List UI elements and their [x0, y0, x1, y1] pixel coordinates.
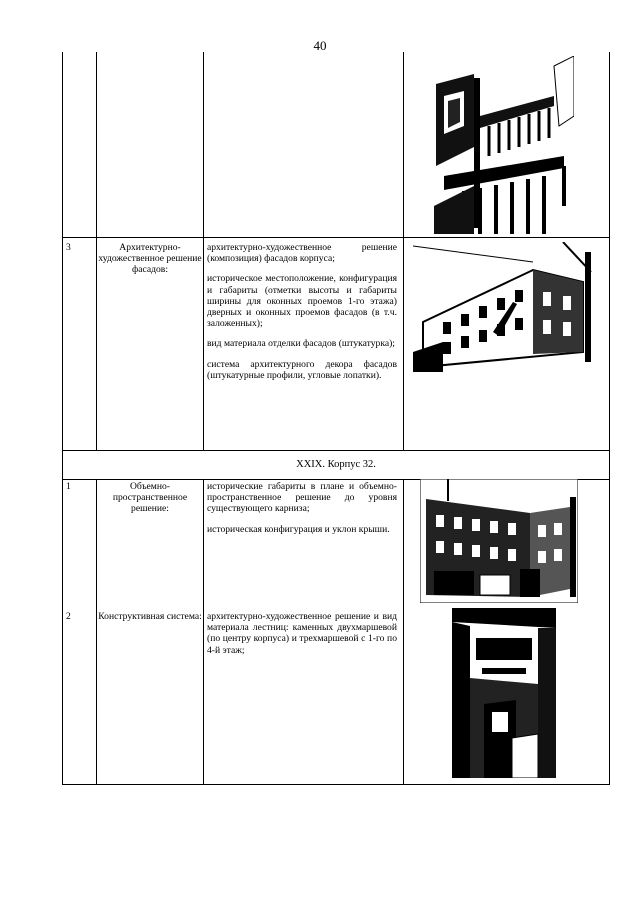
page-number: 40 — [313, 38, 327, 53]
description-item: система архитектурного декора фасадов (штукатурные профили, угловые лопатки). — [207, 358, 397, 381]
row-number: 2 — [66, 611, 71, 622]
row-number: 1 — [66, 481, 71, 492]
feature-name: Архитектурно-художественное решение фасадов: — [98, 242, 202, 276]
section-title: XXIX. Корпус 32. — [296, 459, 376, 470]
feature-name: Конструктивная система: — [98, 611, 202, 622]
description-item: архитектурно-художественное решение (композиция) фасадов корпуса; — [207, 242, 397, 265]
corpus-32-photo — [420, 479, 578, 603]
description-item: историческое местоположение, конфигурация и габариты (отметки высоты и габариты ширины для оконных проемов 1-го этажа) дверных и оконных проемов фасадов (в т.ч. заложенных); — [207, 273, 397, 330]
monument-features-table — [62, 52, 610, 785]
description-item: вид материала отделки фасадов (штукатурка); — [207, 338, 395, 350]
description-item: историческая конфигурация и уклон крыши. — [207, 523, 390, 535]
description-item: архитектурно-художественное решение и вид материала лестниц: каменных двухмаршевой (по центру корпуса) и трехмаршевой с 1-го по 4-й этаж; — [207, 611, 397, 656]
feature-description — [207, 242, 397, 390]
feature-description — [207, 481, 397, 544]
staircase-photo — [434, 56, 574, 234]
feature-name: Объемно-пространственное решение: — [112, 481, 188, 515]
facade-photo — [413, 242, 603, 372]
stairwell-photo — [452, 608, 556, 778]
row-number: 3 — [66, 242, 71, 253]
feature-description — [207, 611, 397, 665]
description-item: исторические габариты в плане и объемно-пространственное решение до уровня существующего карниза; — [207, 481, 397, 515]
